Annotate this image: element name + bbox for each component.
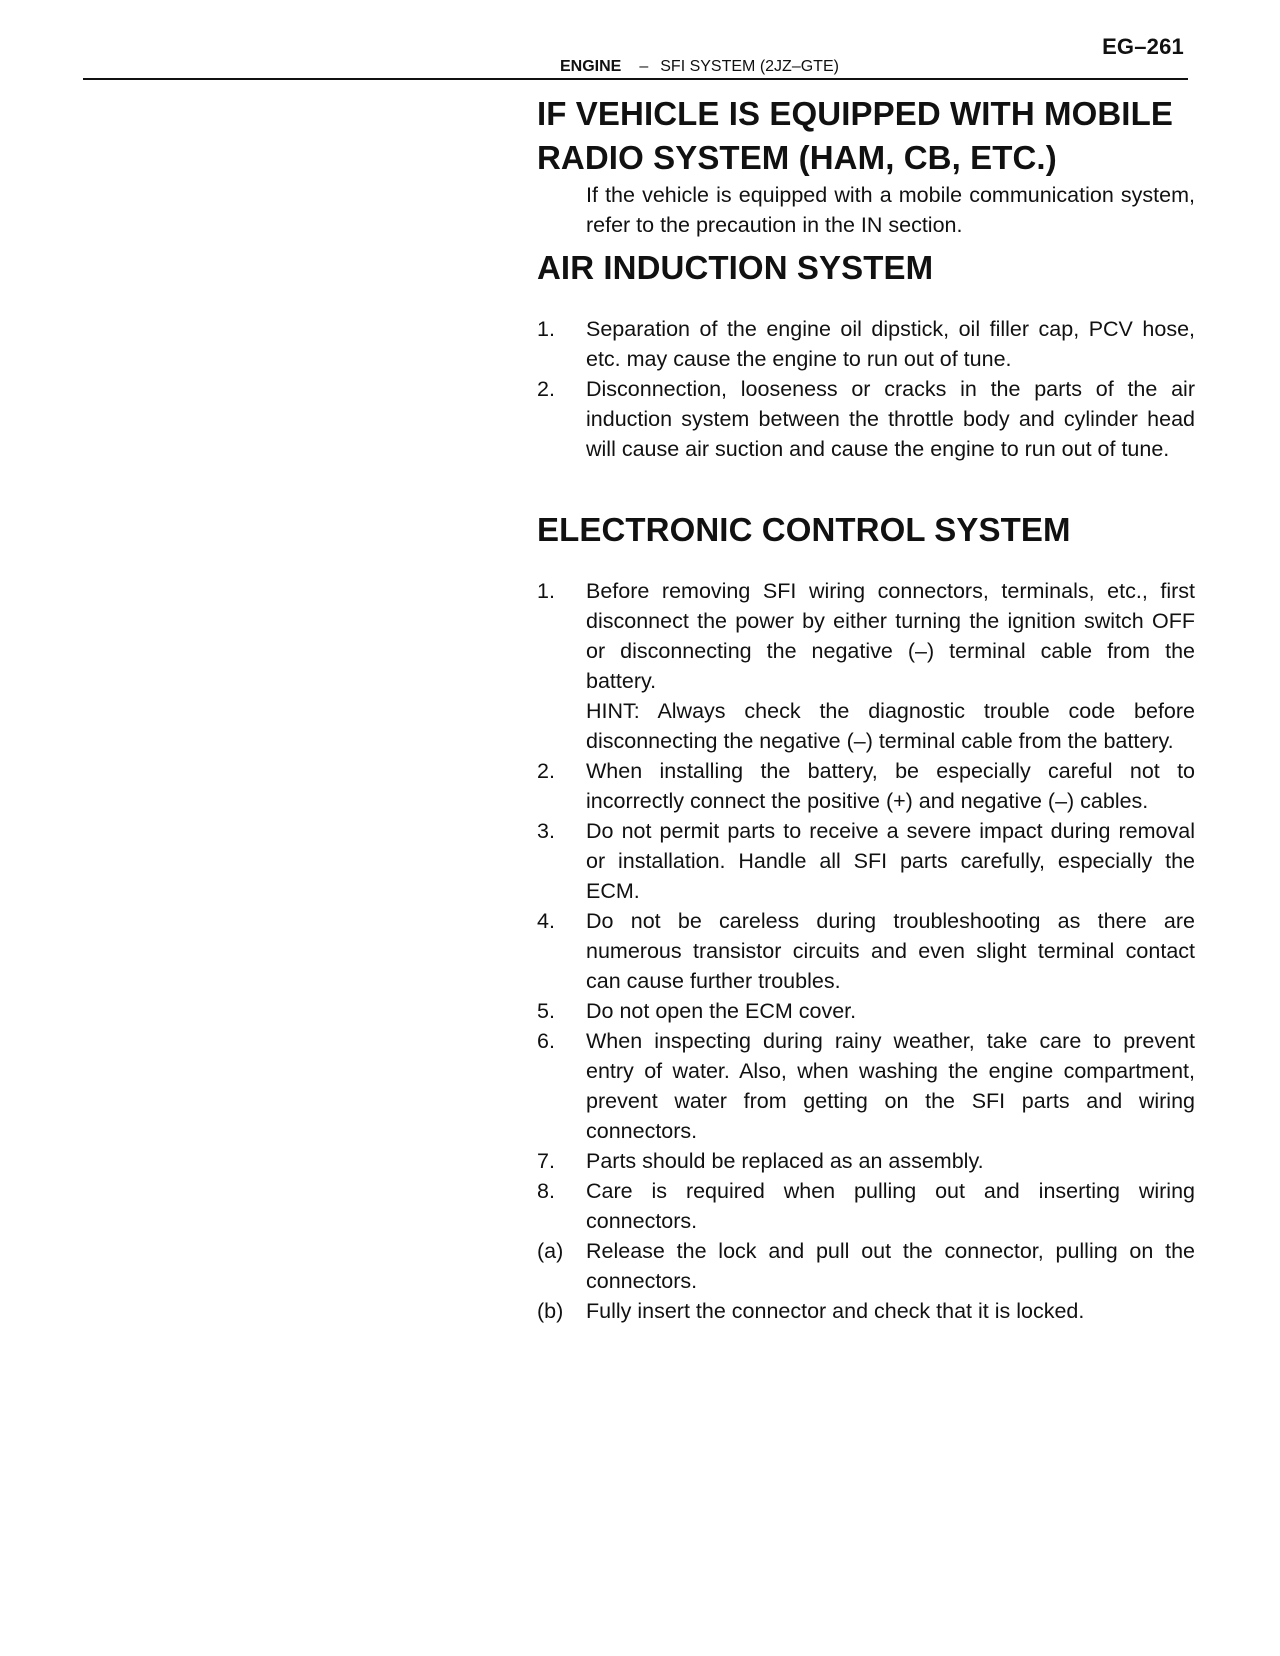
item-text: Disconnection, looseness or cracks in the parts of the air induction system between the throttle body and cylinder head will cause air suction and cause the engine to run out of tune. bbox=[586, 377, 1195, 461]
item-text: Do not permit parts to receive a severe impact during removal or installation. Handle all SFI parts carefully, especially the ECM. bbox=[586, 819, 1195, 903]
list-item bbox=[537, 1146, 1195, 1176]
item-number: 3. bbox=[537, 819, 555, 843]
item-number: 2. bbox=[537, 759, 555, 783]
heading-air-induction: AIR INDUCTION SYSTEM bbox=[537, 249, 934, 286]
heading-mobile-radio: IF VEHICLE IS EQUIPPED WITH MOBILE RADIO SYSTEM (HAM, CB, ETC.) bbox=[537, 95, 1173, 176]
list-item bbox=[537, 816, 1195, 906]
item-number: 4. bbox=[537, 909, 555, 933]
item-text: Do not be careless during troubleshooting as there are numerous transistor circuits and even slight terminal contact can cause further troubles. bbox=[586, 909, 1195, 993]
item-text: Separation of the engine oil dipstick, oil filler cap, PCV hose, etc. may cause the engine to run out of tune. bbox=[586, 317, 1195, 371]
item-number: 7. bbox=[537, 1149, 555, 1173]
item-number: 5. bbox=[537, 999, 555, 1023]
hint-text: HINT: Always check the diagnostic trouble code before disconnecting the negative (–) terminal cable from the battery. bbox=[586, 699, 1195, 753]
item-number: (a) bbox=[537, 1239, 564, 1263]
list-item bbox=[537, 1176, 1195, 1236]
item-text: Do not open the ECM cover. bbox=[586, 999, 857, 1023]
item-body: Before removing SFI wiring connectors, terminals, etc., first disconnect the power by either turning the ignition switch OFF or disconnecting the negative (–) terminal cable from the battery. bbox=[586, 579, 1195, 693]
item-number: 1. bbox=[537, 579, 555, 603]
list-item bbox=[537, 996, 1195, 1026]
air-induction-list bbox=[537, 314, 1195, 464]
item-number: 2. bbox=[537, 377, 555, 401]
list-item bbox=[537, 314, 1195, 374]
item-text bbox=[586, 576, 1195, 756]
list-item bbox=[537, 1296, 1195, 1326]
list-item bbox=[537, 576, 1195, 756]
page-number: EG–261 bbox=[1102, 34, 1184, 59]
list-item bbox=[537, 374, 1195, 464]
item-number: 6. bbox=[537, 1029, 555, 1053]
heading-electronic-control: ELECTRONIC CONTROL SYSTEM bbox=[537, 511, 1071, 548]
item-text: Fully insert the connector and check that it is locked. bbox=[586, 1299, 1085, 1323]
page-content bbox=[537, 92, 1195, 1326]
list-item bbox=[537, 906, 1195, 996]
mobile-radio-paragraph: If the vehicle is equipped with a mobile communication system, refer to the precaution in the IN section. bbox=[586, 183, 1195, 237]
item-number: 8. bbox=[537, 1179, 555, 1203]
running-header bbox=[560, 58, 839, 76]
section-name: ENGINE bbox=[560, 58, 622, 75]
item-text: When installing the battery, be especially careful not to incorrectly connect the positive (+) and negative (–) cables. bbox=[586, 759, 1195, 813]
item-text: When inspecting during rainy weather, take care to prevent entry of water. Also, when washing the engine compartment, prevent water from getting on the SFI parts and wiring connectors. bbox=[586, 1029, 1195, 1143]
item-number: (b) bbox=[537, 1299, 564, 1323]
header-rule bbox=[83, 78, 1188, 80]
list-item bbox=[537, 756, 1195, 816]
subsection-name: SFI SYSTEM (2JZ–GTE) bbox=[660, 58, 839, 75]
header-separator: – bbox=[639, 58, 649, 75]
item-text: Parts should be replaced as an assembly. bbox=[586, 1149, 984, 1173]
list-item bbox=[537, 1026, 1195, 1146]
item-text: Release the lock and pull out the connector, pulling on the connectors. bbox=[586, 1239, 1195, 1293]
list-item bbox=[537, 1236, 1195, 1296]
item-number: 1. bbox=[537, 317, 555, 341]
item-text: Care is required when pulling out and inserting wiring connectors. bbox=[586, 1179, 1195, 1233]
electronic-control-list bbox=[537, 576, 1195, 1326]
